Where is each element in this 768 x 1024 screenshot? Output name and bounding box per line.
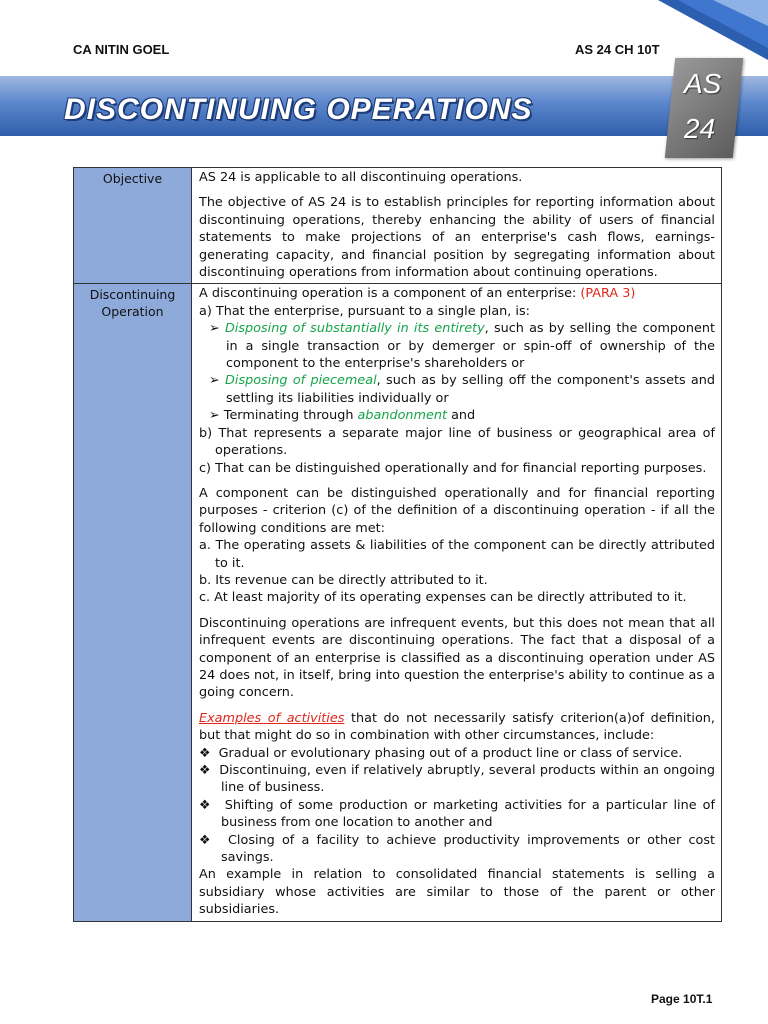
badge-line-1: AS (684, 68, 722, 99)
para-reference: (PARA 3) (580, 286, 636, 302)
diamond-bullet-icon: ❖ (199, 745, 219, 761)
page-number: Page 10T.1 (651, 992, 713, 1006)
abandonment-post: and (447, 408, 476, 424)
objective-content (192, 168, 722, 284)
objective-p2: The objective of AS 24 is to establish principles for reporting information about discontinuing operations, thereby enhancing the ability of users of financial statements to make projections of an enterprise's cash flows, earnings-generating capacity, and financial position by segregating information about discontinuing operations from information about continuing operations. (199, 195, 715, 281)
piecemeal-highlight: Disposing of piecemeal (225, 373, 377, 389)
criterion-c: c) That can be distinguished operationally and for financial reporting purposes. (199, 460, 707, 476)
example-3-text: Shifting of some production or marketing activities for a particular line of business from one location to another and (221, 797, 715, 831)
example-1 (199, 745, 715, 762)
entirety-highlight: Disposing of substantially in its entirety (224, 321, 485, 337)
examples-highlight: Examples of activities (199, 710, 345, 726)
abandonment-highlight: abandonment (357, 408, 447, 424)
component-intro: A component can be distinguished operationally and for financial reporting purposes - criterion (c) of the definition of a discontinuing operation - if all the following conditions are met: (199, 485, 715, 536)
definition-intro-text: A discontinuing operation is a component of an enterprise: (199, 286, 581, 302)
abandonment-pre: Terminating through (223, 408, 358, 424)
objective-p1: AS 24 is applicable to all discontinuing operations. (199, 170, 523, 185)
row-label-discontinuing (74, 284, 192, 921)
row-label-objective (74, 168, 192, 284)
examples-intro (199, 710, 715, 745)
examples-text: that do not necessarily satisfy criterion(a)of definition, but that might do so in combination with other circumstances, include: (199, 710, 715, 744)
infrequent-events: Discontinuing operations are infrequent events, but this does not mean that all infrequent events are discontinuing operations. The fact that a disposal of a component of an enterprise is classified as a discontinuing operation under AS 24 does not, in itself, bring into question the enterprise's ability to continue as a going concern. (199, 615, 715, 701)
criterion-a: a) That the enterprise, pursuant to a single plan, is: (199, 303, 530, 319)
condition-a: a. The operating assets & liabilities of the component can be directly attributed to it. (199, 538, 715, 571)
example-2-text: Discontinuing, even if relatively abruptly, several products within an ongoing line of business. (219, 763, 716, 796)
condition-b: b. Its revenue can be directly attributed to it. (199, 572, 488, 588)
entirety-text: , such as by selling the component in a single transaction or by demerger or spin-off of ownership of the component to the enterprise's shareholders or (226, 321, 715, 372)
example-1-text: Gradual or evolutionary phasing out of a product line or class of service. (218, 745, 683, 761)
definition-intro (199, 285, 715, 302)
objective-label: Objective (102, 171, 163, 186)
discontinuing-label-2: Operation (101, 304, 164, 320)
condition-c: c. At least majority of its operating expenses can be directly attributed to it. (199, 590, 687, 606)
example-4 (199, 832, 715, 867)
arrow-bullet-icon: ➢ (209, 373, 226, 389)
table-row-discontinuing (74, 284, 722, 921)
example-2 (199, 762, 715, 797)
criterion-b: b) That represents a separate major line of business or geographical area of operations. (199, 425, 715, 459)
discontinuing-label-1: Discontinuing (89, 287, 176, 303)
page-title: DISCONTINUING OPERATIONS (64, 93, 533, 126)
table-row-objective (74, 168, 722, 284)
header-author: CA NITIN GOEL (73, 42, 170, 57)
diamond-bullet-icon: ❖ (199, 797, 225, 813)
bullet-abandonment (199, 407, 715, 424)
bullet-entirety (199, 320, 715, 372)
bullet-piecemeal (199, 372, 715, 407)
badge-line-2: 24 (684, 113, 716, 144)
example-4-text: Closing of a facility to achieve productivity improvements or other cost savings. (221, 832, 716, 866)
header-chapter: AS 24 CH 10T (575, 42, 660, 57)
arrow-bullet-icon: ➢ (209, 408, 224, 424)
discontinuing-content (192, 284, 722, 921)
diamond-bullet-icon: ❖ (199, 763, 220, 778)
consolidated-example: An example in relation to consolidated financial statements is selling a subsidiary whose activities are similar to those of the parent or other subsidiaries. (199, 867, 715, 918)
arrow-bullet-icon: ➢ (209, 321, 225, 337)
piecemeal-text: , such as by selling off the component's assets and settling its liabilities individually or (226, 373, 716, 406)
content-table (73, 167, 722, 922)
diamond-bullet-icon: ❖ (199, 832, 228, 848)
example-3 (199, 797, 715, 832)
